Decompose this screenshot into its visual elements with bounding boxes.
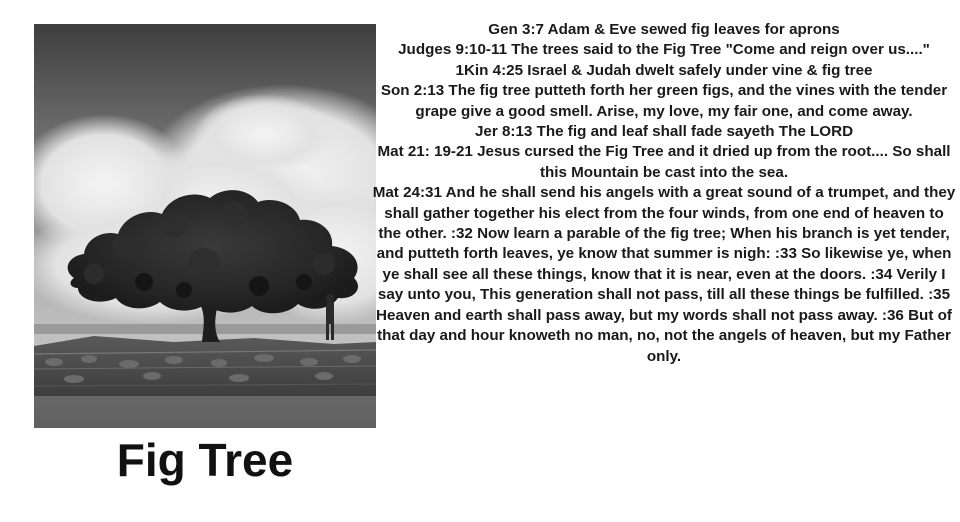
verse-jer-8-13: Jer 8:13 The fig and leaf shall fade sayeth The LORD <box>474 123 854 141</box>
verse-mat-24-31: Mat 24:31 And he shall send his angels with a great sound of a trumpet, and they shall gather together his elect from the four winds, from one end of heaven to the other. :32 Now learn a parable of the fig tree; When his branch is yet tender, and putteth forth leaves, ye know that summer is nigh: :33 So likewise ye, when ye shall see all these things, know that it is near, even at the doors. :34 Verily I say unto you, This generation shall not pass, till all these things be fulfilled. :35 Heaven and earth shall pass away, but my words shall not pass away. :36 But of that day and hour knoweth no man, no, not the angels of heaven, but my Father only. <box>372 184 956 365</box>
verse-1kin-4-25: 1Kin 4:25 Israel & Judah dwelt safely under vine & fig tree <box>455 61 873 79</box>
verse-gen-3-7: Gen 3:7 Adam & Eve sewed fig leaves for aprons <box>488 21 840 38</box>
verse-mat-21-19: Mat 21: 19-21 Jesus cursed the Fig Tree and it dried up from the root.... So shall this Mountain be cast into the sea. <box>377 143 951 181</box>
verse-list <box>372 20 956 367</box>
fig-tree-photo <box>34 24 376 428</box>
fig-tree-photo-graphic <box>34 24 376 428</box>
caption-title: Fig Tree <box>116 434 294 486</box>
verse-judges-9-10: Judges 9:10-11 The trees said to the Fig Tree "Come and reign over us...." <box>398 41 930 59</box>
verse-son-2-13: Son 2:13 The fig tree putteth forth her green figs, and the vines with the tender grape give a good smell. Arise, my love, my fair one, and come away. <box>380 82 948 120</box>
